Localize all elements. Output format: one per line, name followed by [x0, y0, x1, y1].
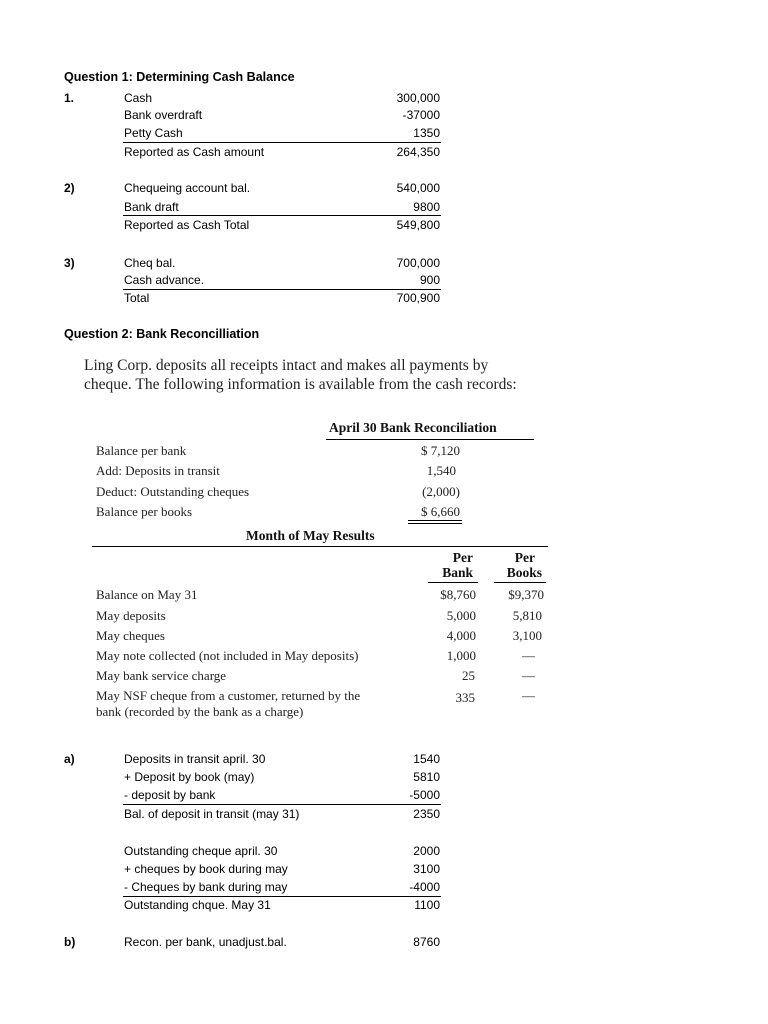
pa-b1-row2-text: - deposit by bank — [124, 788, 216, 802]
may-row1-bank: 5,000 — [446, 608, 476, 623]
may-col-books-2: Books — [506, 565, 542, 580]
q1-p1-total-rule — [123, 142, 441, 143]
pa-b2-row1-value: 3100 — [413, 862, 440, 876]
q1-p1-row1-value: -37000 — [402, 108, 440, 122]
pa-b1-row1-value: 5810 — [413, 770, 440, 784]
april-heading-rule — [326, 439, 534, 440]
pa-b1-total-rule — [123, 804, 441, 805]
pa-b2-row0-value: 2000 — [413, 844, 440, 858]
q1-part2-label: 2) — [64, 181, 75, 195]
april-row0-value: $ 7,120 — [421, 443, 460, 458]
may-row1-text: May deposits — [96, 608, 166, 623]
may-row5-bank: 335 — [455, 690, 475, 705]
pa-b1-row2-value: -5000 — [409, 788, 440, 802]
may-col-bank-2: Bank — [442, 565, 473, 580]
april-heading: April 30 Bank Reconciliation — [329, 420, 497, 435]
april-row1-value: 1,540 — [426, 463, 456, 478]
pa-b2-row3-text: Outstanding chque. May 31 — [124, 898, 271, 912]
q1-part3-label: 3) — [64, 256, 75, 270]
may-row3-text: May note collected (not included in May deposits) — [96, 648, 359, 663]
q1-p1-row0-text: Cash — [124, 91, 153, 105]
q1-p1-row0-value: 300,000 — [396, 91, 440, 105]
may-row3-books: — — [522, 648, 535, 663]
q1-p3-row2-text: Total — [124, 291, 150, 305]
may-row4-text: May bank service charge — [96, 668, 227, 683]
pa-b2-row2-value: -4000 — [409, 880, 440, 894]
q1-p2-row2-text: Reported as Cash Total — [124, 218, 250, 232]
q1-p1-row3-text: Reported as Cash amount — [124, 145, 265, 159]
may-row0-books: $9,370 — [508, 587, 544, 602]
pb-value: 8760 — [413, 935, 440, 949]
q1-title: Question 1: Determining Cash Balance — [64, 70, 295, 84]
pa-b1-row3-value: 2350 — [413, 807, 440, 821]
april-total-rule2 — [408, 523, 462, 524]
may-row2-text: May cheques — [96, 628, 165, 643]
q1-p3-row1-text: Cash advance. — [124, 273, 205, 287]
q2-intro-line2: cheque. The following information is available from the cash records: — [84, 376, 517, 393]
part-a-label: a) — [64, 752, 75, 766]
pa-b1-row3-text: Bal. of deposit in transit (may 31) — [124, 807, 300, 821]
q2-title: Question 2: Bank Reconcilliation — [64, 327, 260, 341]
may-row3-bank: 1,000 — [446, 648, 476, 663]
may-row2-books: 3,100 — [512, 628, 542, 643]
april-row2-value: (2,000) — [422, 484, 460, 499]
q1-p3-row1-value: 900 — [419, 273, 440, 287]
pa-b1-row0-text: Deposits in transit april. 30 — [124, 752, 266, 766]
q1-part1-label: 1. — [64, 91, 75, 105]
may-col-bank-1: Per — [452, 550, 473, 565]
pa-b2-row2-text: - Cheques by bank during may — [124, 880, 288, 894]
q2-intro-line1: Ling Corp. deposits all receipts intact and makes all payments by — [84, 357, 489, 374]
q1-p2-total-rule — [123, 215, 441, 216]
may-row4-bank: 25 — [462, 668, 475, 683]
april-row2-text: Deduct: Outstanding cheques — [96, 484, 250, 499]
april-total-rule1 — [408, 520, 462, 521]
pa-b2-row3-value: 1100 — [414, 898, 440, 912]
may-row1-books: 5,810 — [512, 608, 542, 623]
q1-p2-row0-value: 540,000 — [396, 181, 440, 195]
q1-p2-row0-text: Chequeing account bal. — [124, 181, 251, 195]
q1-p2-row2-value: 549,800 — [396, 218, 440, 232]
q1-p3-row0-value: 700,000 — [396, 256, 440, 270]
may-row4-books: — — [522, 668, 535, 683]
may-heading-rule — [92, 546, 548, 547]
q1-p1-row2-text: Petty Cash — [124, 126, 183, 140]
q1-p1-row3-value: 264,350 — [396, 145, 440, 159]
q1-p1-row1-text: Bank overdraft — [124, 108, 203, 122]
may-col-books-1: Per — [514, 550, 535, 565]
pa-b2-row1-text: + cheques by book during may — [124, 862, 288, 876]
may-row5-text-cont: bank (recorded by the bank as a charge) — [96, 704, 304, 719]
q1-p3-row2-value: 700,900 — [396, 291, 440, 305]
pa-b2-row0-text: Outstanding cheque april. 30 — [124, 844, 278, 858]
may-col-books-rule — [494, 582, 546, 583]
may-col-bank-rule — [428, 582, 478, 583]
april-row1-text: Add: Deposits in transit — [96, 463, 220, 478]
may-row5-text: May NSF cheque from a customer, returned by the — [96, 688, 361, 703]
may-row2-bank: 4,000 — [446, 628, 476, 643]
part-b-label: b) — [64, 935, 76, 949]
q1-p2-row1-value: 9800 — [413, 200, 440, 214]
pa-b1-row0-value: 1540 — [413, 752, 440, 766]
may-row5-books: — — [522, 688, 535, 703]
q1-p2-row1-text: Bank draft — [124, 200, 179, 214]
may-row0-text: Balance on May 31 — [96, 587, 198, 602]
pa-b1-row1-text: + Deposit by book (may) — [124, 770, 255, 784]
may-row0-bank: $8,760 — [440, 587, 476, 602]
pb-text: Recon. per bank, unadjust.bal. — [124, 935, 287, 949]
april-row3-value: $ 6,660 — [421, 504, 460, 519]
april-row0-text: Balance per bank — [96, 443, 187, 458]
may-heading: Month of May Results — [246, 528, 375, 543]
q1-p3-row0-text: Cheq bal. — [124, 256, 176, 270]
q1-p1-row2-value: 1350 — [413, 126, 440, 140]
april-row3-text: Balance per books — [96, 504, 193, 519]
